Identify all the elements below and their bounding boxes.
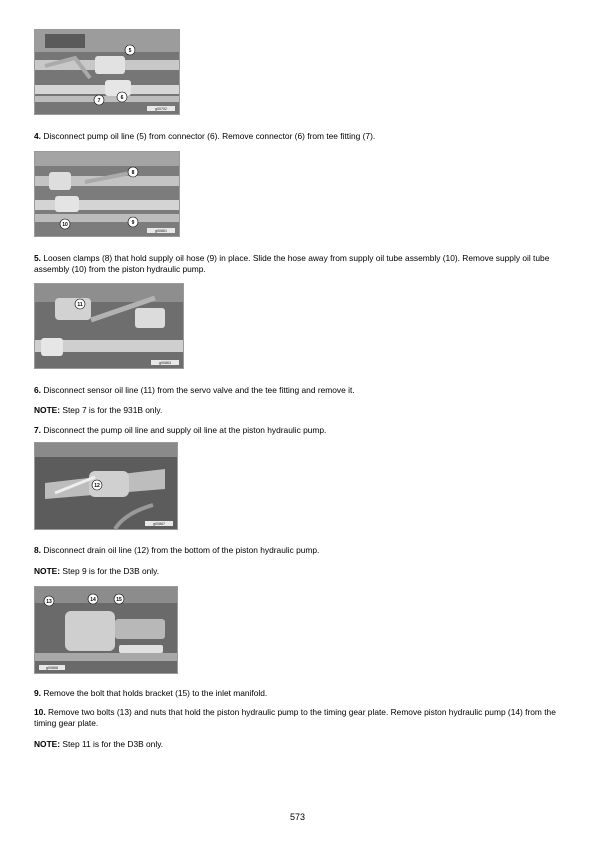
photo-code: g00863 <box>159 360 171 365</box>
callout-12: 12 <box>94 482 100 489</box>
step-7: 7. Disconnect the pump oil line and supply oil line at the piston hydraulic pump. <box>34 425 327 435</box>
callout-9: 9 <box>131 219 135 226</box>
photo-supply-oil-hose <box>34 151 180 237</box>
callout-10: 10 <box>62 221 68 228</box>
page-number: 573 <box>289 812 306 822</box>
callout-13: 13 <box>46 598 52 605</box>
step-9: 9. Remove the bolt that holds bracket (15) to the inlet manifold. <box>34 688 268 698</box>
photo-code: g00861 <box>155 228 167 233</box>
callout-8: 8 <box>131 169 135 176</box>
photo-code: g00867 <box>153 521 165 526</box>
photo-code: g00868 <box>46 665 58 670</box>
callout-15: 15 <box>116 596 122 603</box>
photo-pump-oil-line <box>34 29 180 115</box>
callout-6: 6 <box>120 94 124 101</box>
note-step-9: NOTE: Step 9 is for the D3B only. <box>34 566 160 576</box>
step-4: 4. Disconnect pump oil line (5) from connector (6). Remove connector (6) from tee fitting (7). <box>34 131 376 141</box>
callout-14: 14 <box>90 596 96 603</box>
photo-piston-hydraulic-pump <box>34 586 178 674</box>
photo-sensor-oil-line <box>34 283 184 369</box>
step-6: 6. Disconnect sensor oil line (11) from the servo valve and the tee fitting and remove it. <box>34 385 355 395</box>
photo-code: g00702 <box>155 106 167 111</box>
note-step-7: NOTE: Step 7 is for the 931B only. <box>34 405 163 415</box>
step-8: 8. Disconnect drain oil line (12) from the bottom of the piston hydraulic pump. <box>34 545 320 555</box>
callout-11: 11 <box>77 301 83 308</box>
step-10: 10. Remove two bolts (13) and nuts that hold the piston hydraulic pump to the timing gear plate. Remove piston hydraulic pump (14) from the timing gear plate. <box>34 707 556 728</box>
note-step-11: NOTE: Step 11 is for the D3B only. <box>34 739 164 749</box>
photo-drain-oil-line <box>34 442 178 530</box>
callout-5: 5 <box>128 47 132 54</box>
step-5: 5. Loosen clamps (8) that hold supply oil hose (9) in place. Slide the hose away from supply oil tube assembly (10). Remove supply oil tube assembly (10) from the piston hydraulic pump. <box>34 253 550 274</box>
callout-7: 7 <box>97 97 101 104</box>
